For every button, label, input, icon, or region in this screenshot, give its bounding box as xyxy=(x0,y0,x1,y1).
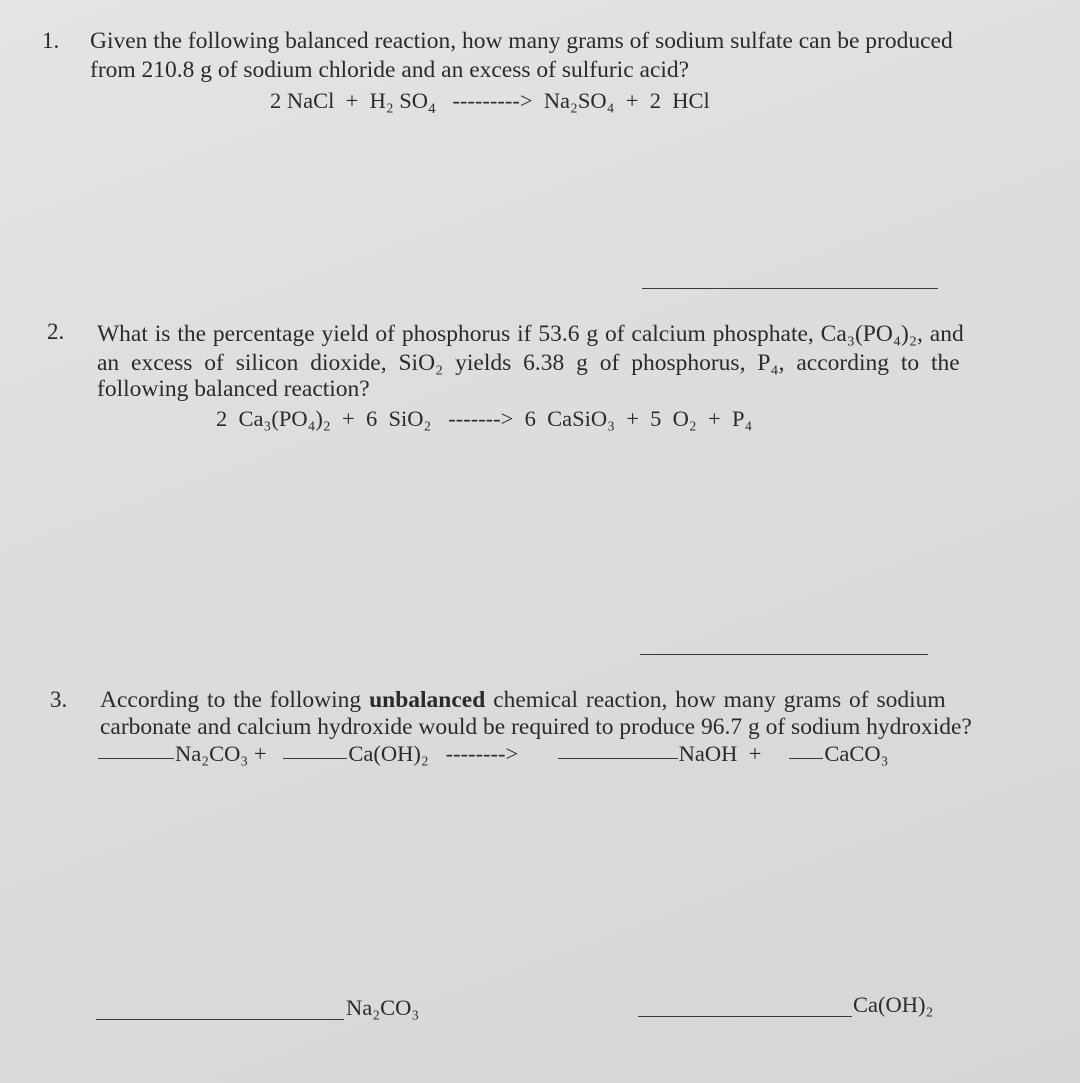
question-3-answer-label-na2co3: Na₂CO₃ xyxy=(346,995,420,1020)
question-2-reaction: 2 Ca₃(PO₄)₂ + 6 SiO₂ -------> 6 CaSiO₃ + 5 O₂ + P₄ xyxy=(216,406,753,431)
question-1-number: 1. xyxy=(42,28,60,53)
question-1-text-line2: from 210.8 g of sodium chloride and an excess of sulfuric acid? xyxy=(90,57,690,83)
question-3-answer-line-na2co3[interactable] xyxy=(96,1019,344,1020)
question-1-text-line1: Given the following balanced reaction, how many grams of sodium sulfate can be produced xyxy=(90,28,953,54)
question-3-reaction: Na₂CO₃ + Ca(OH)₂ --------> NaOH + CaCO₃ xyxy=(98,741,889,767)
question-2-text-line3: following balanced reaction? xyxy=(97,376,370,402)
question-2-text-line2: an excess of silicon dioxide, SiO₂ yields 6.38 g of phosphorus, P₄, according to the xyxy=(97,350,960,376)
question-2-text-line1: What is the percentage yield of phosphorus if 53.6 g of calcium phosphate, Ca₃(PO₄)₂, and xyxy=(97,321,964,347)
coefficient-blank-caoh2[interactable] xyxy=(283,758,347,759)
question-2-answer-line[interactable] xyxy=(640,654,928,655)
question-3-answer-label-caoh2: Ca(OH)₂ xyxy=(853,992,934,1017)
question-3-answer-line-caoh2[interactable] xyxy=(638,1016,852,1017)
question-3-text-line2: carbonate and calcium hydroxide would be required to produce 96.7 g of sodium hydroxide? xyxy=(100,714,972,740)
coefficient-blank-na2co3[interactable] xyxy=(98,758,174,759)
question-3-text-line1: According to the following unbalanced chemical reaction, how many grams of sodium xyxy=(100,687,946,713)
coefficient-blank-caco3[interactable] xyxy=(789,758,823,759)
question-1-reaction: 2 NaCl + H₂ $SO_4$ ---------> Na₂SO₄ + 2 HCl xyxy=(270,88,710,117)
question-1-answer-line[interactable] xyxy=(642,288,938,289)
coefficient-blank-naoh[interactable] xyxy=(558,758,678,759)
question-3-number: 3. xyxy=(50,687,68,712)
question-2-number: 2. xyxy=(47,319,65,344)
